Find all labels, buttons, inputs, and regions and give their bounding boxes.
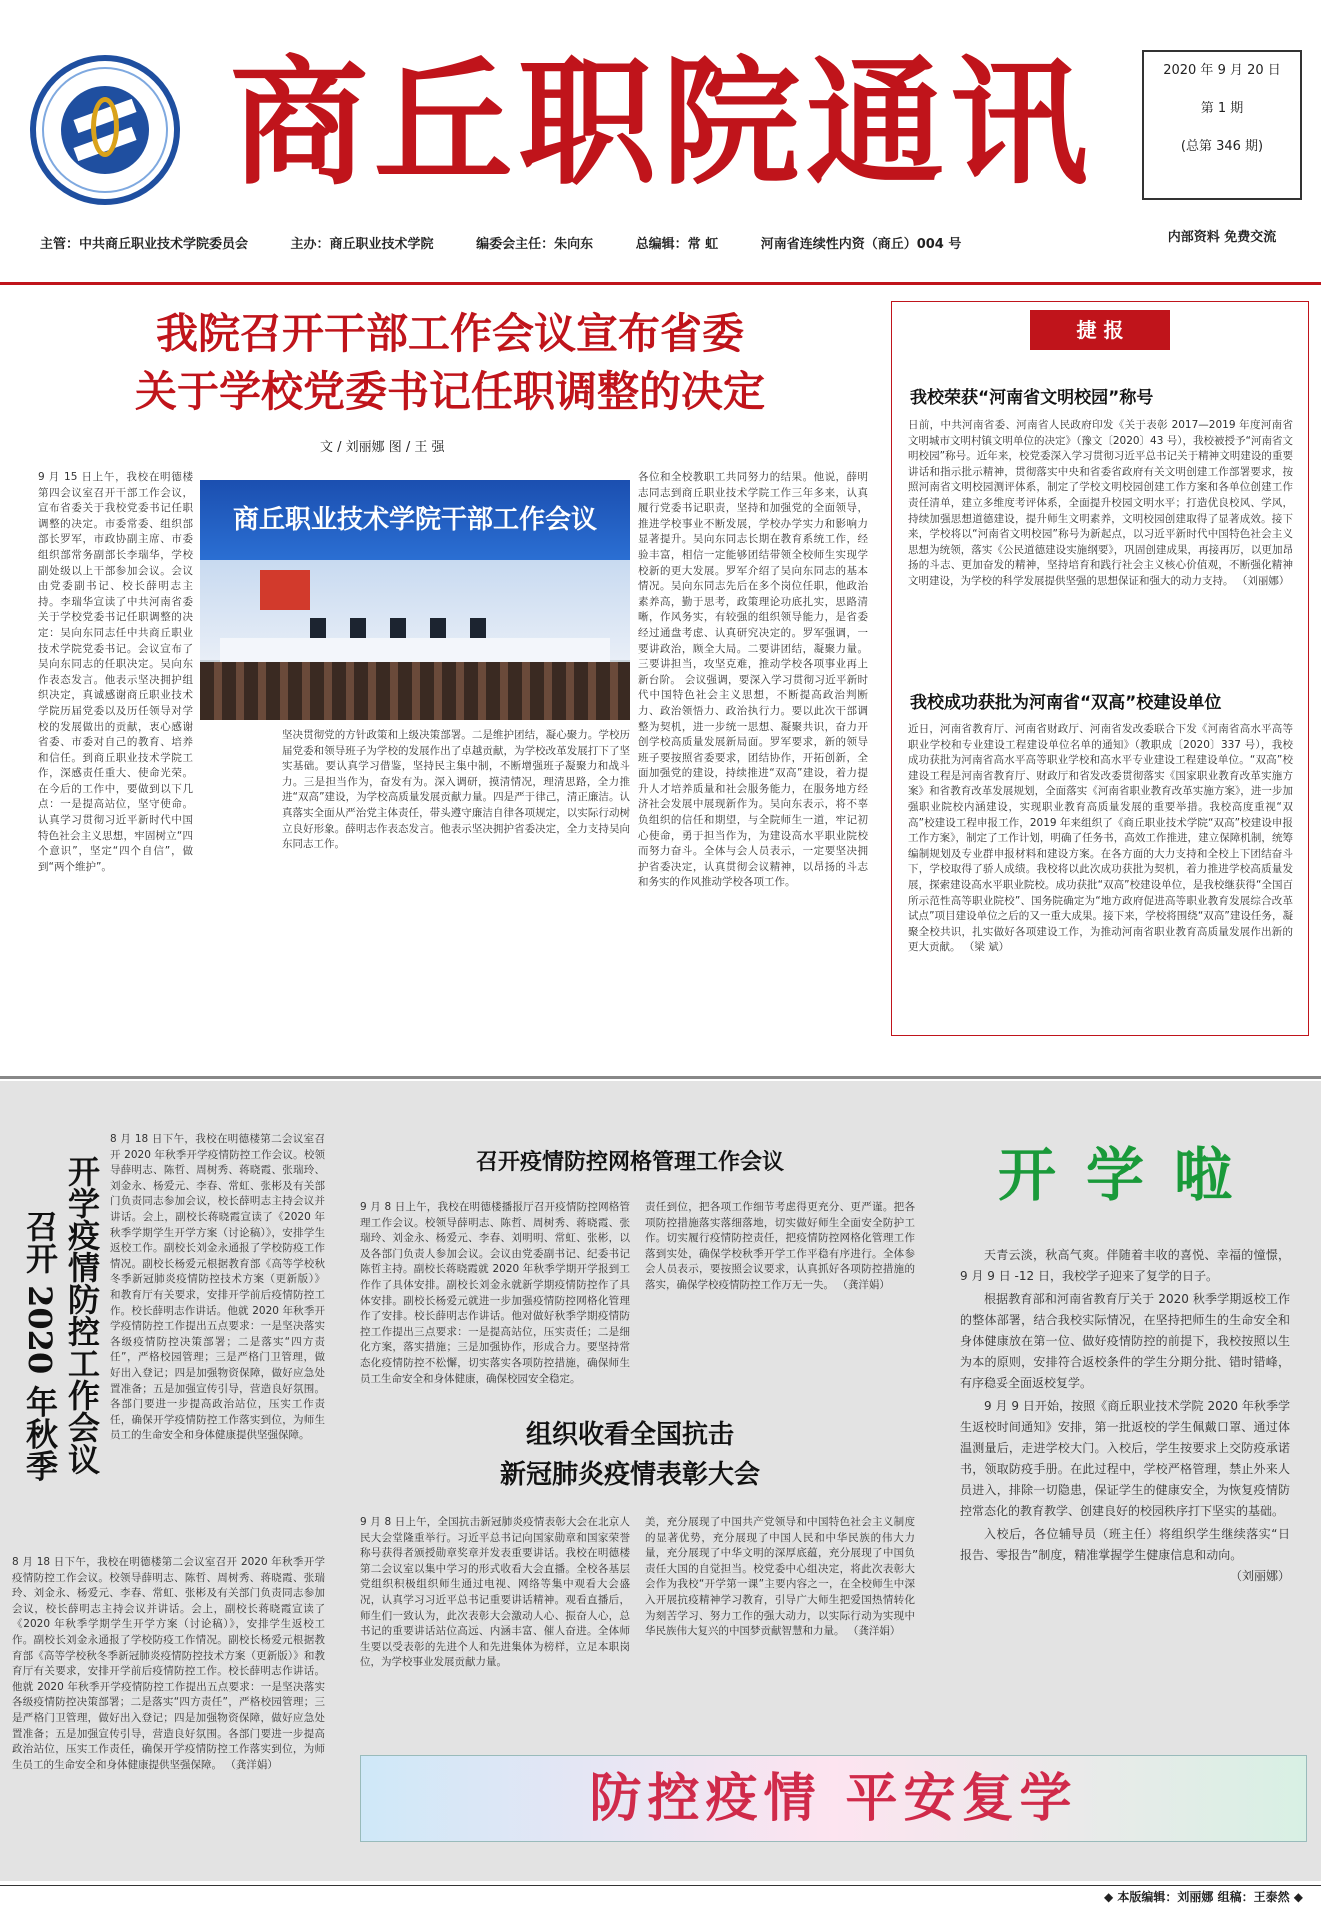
lead-col2-text: 坚决贯彻党的方针政策和上级决策部署。二是维护团结，凝心聚力。学校历届党委和领导班子为学校的发展作出了卓越贡献，为学校改革发展打下了坚实基础。要认真学习借鉴，坚持民主集中制，不断增强班子凝聚力和战斗力。三是担当作为，奋发有为。深入调研，摸清情况，理清思路，全力推进“双高”建设，为学校高质量发展贡献力量。四是严于律己，清正廉洁。认真落实全面从严治党主体责任，带头遵守廉洁自律各项规定，以实际行动树立良好形象。薛明志作表态发言。他表示坚决拥护省委决定，全力支持吴向东同志工作。: [282, 729, 630, 851]
masthead: [0, 0, 1321, 282]
watch-col1-text: 9 月 8 日上午，全国抗击新冠肺炎疫情表彰大会在北京人民大会堂隆重举行。习近平总书记向国家勋章和国家荣誉称号获得者颁授勋章奖章并发表重要讲话。我校在明德楼第二会议室以集中学习的形式收看大会直播。全校各基层党组织积极组织师生通过电视、网络等集中观看大会盛况，认真学习习近平总书记重要讲话精神。观看直播后，师生们一致认为，此次表彰大会激动人心、振奋人心，总书记的重要讲话站位高远、内涵丰富、催人奋进。全体师生要以受表彰的先进个人和先进集体为榜样，立足本职岗位，为学校事业发展贡献力量。: [360, 1516, 630, 1669]
footer-editor: ◆ 本版编辑：刘丽娜 组稿：王泰然 ◆: [1104, 1890, 1303, 1904]
meeting-photo: [200, 480, 630, 720]
flash-article-1: [908, 418, 1293, 653]
lead-headline: [40, 305, 860, 421]
lead-byline: 文 / 刘丽娜 图 / 王 强: [320, 440, 445, 455]
flash-article-2-author: （梁 斌）: [963, 941, 1010, 954]
kaixue-author: （刘丽娜）: [1229, 1569, 1290, 1583]
publisher-info: [40, 233, 1270, 252]
kaixue-headline: 开学啦: [997, 1141, 1262, 1209]
flash-article-2: [908, 722, 1293, 1027]
info-director: 编委会主任：朱向东: [476, 237, 594, 252]
section-divider: [0, 1076, 1321, 1079]
grid-meeting-author: （龚洋娟）: [837, 1278, 890, 1291]
issue-box: [1142, 50, 1302, 200]
internal-note: 内部资料 免费交流: [1167, 230, 1277, 245]
flash-headline-1: 我校荣获“河南省文明校园”称号: [910, 388, 1154, 408]
meeting-article-top: [110, 1132, 325, 1547]
info-sponsor: 主办：商丘职业技术学院: [290, 237, 434, 252]
meeting-article-text: 8 月 18 日下午，我校在明德楼第二会议室召开 2020 年秋季开学疫情防控工作会议。校领导薛明志、陈哲、周树秀、蒋晓霞、张瑞玲、刘金永、杨爱元、李春、常虹、张彬及有关部门负责同志参加会议，校长薛明志主持会议并讲话。会上，副校长蒋晓霞宣读了《2020 年秋季学期学生开学方案（讨论稿）》，安排学生返校工作。副校长刘金永通报了学校防疫工作情况。副校长杨爱元根据教育部《高等学校秋冬季新冠肺炎疫情防控技术方案（更新版）》和教育厅有关要求，安排开学前后疫情防控工作。校长薛明志作讲话。他就 2020 年秋季开学疫情防控工作提出五点要求：一是坚决落实各级疫情防控决策部署；二是落实“四方责任”，严格校园管理；三是严格门卫管理，做好出入登记；四是加强物资保障，做好应急处置准备；五是加强宣传引导，营造良好氛围。各部门要进一步提高政治站位，压实工作责任，确保开学疫情防控工作落实到位，为师生员工的生命安全和身体健康提供坚强保障。: [110, 1133, 325, 1442]
newspaper-title: 商丘职院通讯: [230, 41, 1095, 204]
lead-headline-line2: 关于学校党委书记任职调整的决定: [134, 367, 765, 416]
watch-author: （龚洋娟）: [847, 1625, 901, 1638]
meeting-article-bottom: [12, 1555, 325, 1873]
flash-article-2-text: 近日，河南省教育厅、河南省财政厅、河南省发改委联合下发《河南省高水平高等职业学校和专业建设工程建设单位名单的通知》（教职成〔2020〕337 号），我校成功获批为河南省高水平高等职业学校和高水平专业建设工程建设单位。“双高”校建设工程是河南省教育厅、财政厅和省发改委贯彻落实《国家职业教育改革实施方案》和省教育改革发展规划，全面落实《河南省职业教育改革实施方案》，进一步加强职业院校内涵建设，实现职业教育高质量发展的重要举措。我校高度重视“双高”校建设工程申报工作，2019 年来组织了《商丘职业技术学院“双高”校建设申报工作方案》，制定了工作计划，明确了任务书，高效工作推进，建立保障机制，统筹编制规划及专业群申报材料和建设方案。在各方面的大力支持和全校上下团结奋斗下，学校取得了骄人成绩。我校将以此次成功获批为契机，着力推进学校高质量发展，探索建设高水平职业院校。成功获批“双高”校建设单位，是我校继获得“全国百所示范性高等职业院校”、国务院确定为“地方政府促进高等职业教育发展综合改革试点”项目建设单位之后的又一重大成果。接下来，学校将围绕“双高”建设任务，凝聚全校共识，扎实做好各项建设工作，为推动河南省职业教育高质量发展作出新的更大贡献。: [908, 723, 1293, 954]
watch-col2: [645, 1515, 915, 1740]
lead-col1-text: 9 月 15 日上午，我校在明德楼第四会议室召开干部工作会议，宣布省委关于我校党委书记任职调整的决定。市委常委、组织部部长罗军，市政协副主席、市委组织部常务副部长李瑞华，学校副处级以上干部参加会议。会议由党委副书记、校长薛明志主持。李瑞华宣读了中共河南省委关于学校党委书记任职调整的决定：吴向东同志任中共商丘职业技术学院党委书记。会议宣布了吴向东同志的任职决定。吴向东作表态发言。他表示坚决拥护组织决定，真诚感谢商丘职业技术学院历届党委以及历任领导对学校的发展做出的贡献，衷心感谢省委、市委对自己的教育、培养和信任。到商丘职业技术学院工作，深感责任重大、使命光荣。在今后的工作中，要做到以下几点：一是提高站位，坚守使命。认真学习贯彻习近平新时代中国特色社会主义思想，牢固树立“四个意识”，坚定“四个自信”，做到“两个维护”。: [38, 471, 193, 873]
flash-article-1-author: （刘丽娜）: [1236, 574, 1290, 587]
issue-date: 2020 年 9 月 20 日: [1163, 63, 1281, 78]
kaixue-p1: 天青云淡，秋高气爽。伴随着丰收的喜悦、幸福的憧憬，9 月 9 日 -12 日，我校学子迎来了复学的日子。: [960, 1248, 1290, 1283]
lead-col3-text: 各位和全校教职工共同努力的结果。他说，薛明志同志到商丘职业技术学院工作三年多来，认真履行党委书记职责，坚持和加强党的全面领导，推进学校事业不断发展，学校办学实力和影响力显著提升。吴向东同志长期在教育系统工作，经验丰富，相信一定能够团结带领全校师生实现学校新的更大发展。罗军介绍了吴向东同志的基本情况。吴向东同志先后在多个岗位任职，他政治素养高，勤于思考，政策理论功底扎实，思路清晰，作风务实，有较强的组织领导能力，是省委经过通盘考虑、认真研究决定的。罗军强调，一要讲政治，顾全大局。二要讲团结，凝聚力量。三要讲担当，攻坚克难，推动学校各项事业再上新台阶。: [638, 471, 868, 686]
watch-headline-line1: 组织收看全国抗击: [525, 1420, 734, 1450]
flash-headline-2: 我校成功获批为河南省“双高”校建设单位: [910, 693, 1222, 713]
watch-headline-line2: 新冠肺炎疫情表彰大会: [499, 1460, 760, 1490]
lead-col3b-text: 会议强调，要深入学习贯彻习近平新时代中国特色社会主义思想，不断提高政治判断力、政治领悟力、政治执行力。要以此次干部调整为契机，进一步统一思想、凝聚共识，奋力开创学校高质量发展新局面。罗军要求，新的领导班子要按照省委要求，团结协作，开拓创新，全面加强党的建设，持续推进“双高”建设，着力提升人才培养质量和社会服务能力，在服务地方经济社会发展中展现新作为。吴向东表示，将不辜负组织的信任和期望，与全院师生一道，牢记初心使命，勇于担当作为，为建设高水平职业院校而努力奋斗。全体与会人员表示，一定要坚决拥护省委决定，认真贯彻会议精神，以昂扬的斗志和务实的作风推动学校各项工作。: [638, 673, 868, 889]
kaixue-p2: 根据教育部和河南省教育厅关于 2020 秋季学期返校工作的整体部署，结合我校实际情况，在坚持把师生的生命安全和身体健康放在第一位、做好疫情防控的前提下，我校按照以生为本的原则，安排符合返校条件的学生分期分批、错时错峰，有序稳妥全面返校复学。: [960, 1292, 1290, 1390]
top-divider: [0, 282, 1321, 285]
meeting-vertical-headline: 开学疫情防控工作会议: [63, 1155, 101, 1475]
meeting-article-author: （龚洋娟）: [225, 1758, 278, 1771]
lead-column-1: [38, 470, 193, 1030]
flash-article-1-text: 日前，中共河南省委、河南省人民政府印发《关于表彰 2017—2019 年度河南省文明城市文明村镇文明单位的决定》（豫文〔2020〕43 号），我校被授予“河南省文明校园”称号。近年来，校党委深入学习贯彻习近平总书记关于精神文明建设的重要讲话和指示批示精神，贯彻落实中央和省委省政府有关文明创建工作部署要求，按照河南省文明校园测评体系，制定了学校文明校园创建工作方案和各单位创建工作责任清单，建立多维度考评体系，全面提升校园文明水平；打造优良校风、学风，持续加强思想道德建设，提升师生文明素养，文明校园创建取得了显著成效。接下来，学校将以“河南省文明校园”称号为新起点，以习近平新时代中国特色社会主义思想为统领，落实《公民道德建设实施纲要》，巩固创建成果，再接再厉，以更加昂扬的斗志、更加奋发的精神，坚持培育和践行社会主义核心价值观，不断强化精神文明建设，为学校的科学发展提供坚强的思想保证和强大的动力支持。: [908, 419, 1293, 587]
lead-column-2: [282, 728, 630, 1028]
lead-column-3: [638, 470, 868, 1030]
flash-badge: 捷 报: [1030, 310, 1170, 350]
epidemic-banner: 防控疫情 平安复学: [360, 1755, 1307, 1842]
grid-meeting-col2-text: 责任到位，把各项工作细节考虑得更充分、更严谨。把各项防控措施落实落细落地，切实做好师生全面安全防护工作。切实履行疫情防控责任，把疫情防控网格化管理工作落到实处，确保学校秋季开学工作平稳有序进行。全体参会人员表示，要按照会议要求，认真抓好各项防控措施的落实，确保学校疫情防控工作万无一失。: [645, 1201, 915, 1291]
issue-number: 第 1 期: [1200, 101, 1244, 116]
info-chief-editor: 总编辑：常 虹: [635, 237, 719, 252]
info-supervisor: 主管：中共商丘职业技术学院委员会: [40, 237, 249, 252]
kaixue-p3: 9 月 9 日开始，按照《商丘职业技术学院 2020 年秋季学生返校时间通知》安排，第一批返校的学生佩戴口罩、通过体温测量后，走进学校大门。入校后，学生按要求上交防疫承诺书，领取防疫手册。在此过程中，学校严格管理，禁止外来人员进入，排除一切隐患，保证学生的健康安全，为恢复疫情防控常态化的教育教学、创建良好的校园秩序打下坚实的基础。: [960, 1399, 1290, 1518]
photo-banner: 商丘职业技术学院干部工作会议: [200, 480, 630, 560]
school-logo: [30, 55, 180, 205]
watch-col1: [360, 1515, 630, 1740]
watch-col2-text: 美，充分展现了中国共产党领导和中国特色社会主义制度的显著优势，充分展现了中国人民和中华民族的伟大力量，充分展现了中华文明的深厚底蕴，充分展现了中国负责任大国的自觉担当。校党委中心组决定，将此次表彰大会作为我校“开学第一课”主要内容之一，在全校师生中深入开展抗疫精神学习教育，引导广大师生把爱国热情转化为刻苦学习、努力工作的强大动力，以实际行动为实现中华民族伟大复兴的中国梦贡献智慧和力量。: [645, 1516, 915, 1638]
lead-headline-line1: 我院召开干部工作会议宣布省委: [155, 309, 744, 358]
kaixue-p4: 入校后，各位辅导员（班主任）将组织学生继续落实“日报告、零报告”制度，精准掌握学生健康信息和动向。: [960, 1527, 1290, 1562]
grid-meeting-headline: 召开疫情防控网格管理工作会议: [475, 1149, 784, 1175]
issue-total: (总第 346 期): [1180, 139, 1264, 154]
page-footer: [0, 1882, 1321, 1905]
meeting-article-text-cont: 8 月 18 日下午，我校在明德楼第二会议室召开 2020 年秋季开学疫情防控工作会议。校领导薛明志、陈哲、周树秀、蒋晓霞、张瑞玲、刘金永、杨爱元、李春、常虹、张彬及有关部门负责同志参加会议，校长薛明志主持会议并讲话。会上，副校长蒋晓霞宣读了《2020 年秋季学期学生开学方案（讨论稿）》，安排学生返校工作。副校长刘金永通报了学校防疫工作情况。副校长杨爱元根据教育部《高等学校秋冬季新冠肺炎疫情防控技术方案（更新版）》和教育厅有关要求，安排开学前后疫情防控工作。校长薛明志作讲话。他就 2020 年秋季开学疫情防控工作提出五点要求：一是坚决落实各级疫情防控决策部署；二是落实“四方责任”，严格校园管理；三是严格门卫管理，做好出入登记；四是加强物资保障，做好应急处置准备；五是加强宣传引导，营造良好氛围。各部门要进一步提高政治站位，压实工作责任，确保开学疫情防控工作落实到位，为师生员工的生命安全和身体健康提供坚强保障。: [12, 1556, 325, 1771]
grid-meeting-col1: [360, 1200, 630, 1385]
watch-headline: [340, 1415, 920, 1495]
grid-meeting-col1-text: 9 月 8 日上午，我校在明德楼播报厅召开疫情防控网格管理工作会议。校领导薛明志、陈哲、周树秀、蒋晓霞、张瑞玲、刘金永、杨爱元、李春、刘明明、常虹、张彬，以及各部门负责人参加会议。会议由党委副书记、纪委书记陈哲主持。副校长蒋晓霞就 2020 年秋季学期开学报到工作作了具体安排。副校长刘金永就新学期疫情防控作了具体安排。副校长杨爱元就进一步加强疫情防控网格化管理作了安排。校长薛明志作讲话。他对做好秋季学期疫情防控工作提出三点要求：一是提高站位，压实责任；二是细化方案，落实措施；三是加强协作，形成合力。要坚持常态化疫情防控不松懈，切实落实各项防控措施，确保师生员工生命安全和身体健康，确保校园安全稳定。: [360, 1201, 630, 1385]
info-license: 河南省连续性内资（商丘）004 号: [760, 237, 962, 252]
grid-meeting-col2: [645, 1200, 915, 1385]
kaixue-article: [960, 1245, 1290, 1740]
meeting-vertical-headline-2: 召开 2020 年秋季: [21, 1210, 59, 1482]
